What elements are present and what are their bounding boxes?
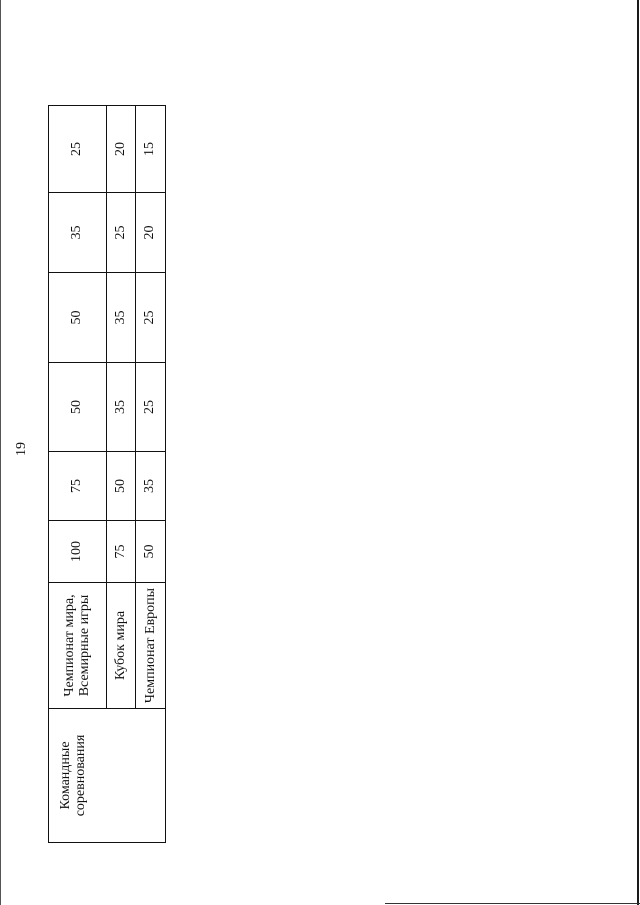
value-cell: 25: [136, 273, 166, 363]
value-cell: 25: [106, 193, 136, 273]
value-cell: 25: [136, 363, 166, 452]
value-cell: 75: [106, 521, 136, 583]
value-cell: 100: [49, 521, 107, 583]
points-table: [48, 105, 166, 843]
table-row: [49, 106, 107, 843]
competition-cell: Чемпионат Европы: [136, 583, 166, 709]
value-cell: 20: [136, 193, 166, 273]
value-cell: 35: [49, 193, 107, 273]
value-cell: 50: [106, 452, 136, 521]
value-cell: 50: [136, 521, 166, 583]
value-cell: 25: [49, 106, 107, 193]
value-cell: 15: [136, 106, 166, 193]
competition-cell: Чемпионат мира, Всемирные игры: [49, 583, 107, 709]
value-cell: 50: [49, 363, 107, 452]
value-cell: 50: [49, 273, 107, 363]
value-cell: 35: [136, 452, 166, 521]
value-cell: 35: [106, 273, 136, 363]
category-cell: Командные соревнования: [49, 709, 166, 843]
value-cell: 35: [106, 363, 136, 452]
competition-cell: Кубок мира: [106, 583, 136, 709]
value-cell: 20: [106, 106, 136, 193]
page-number: 19: [14, 442, 29, 456]
value-cell: 75: [49, 452, 107, 521]
